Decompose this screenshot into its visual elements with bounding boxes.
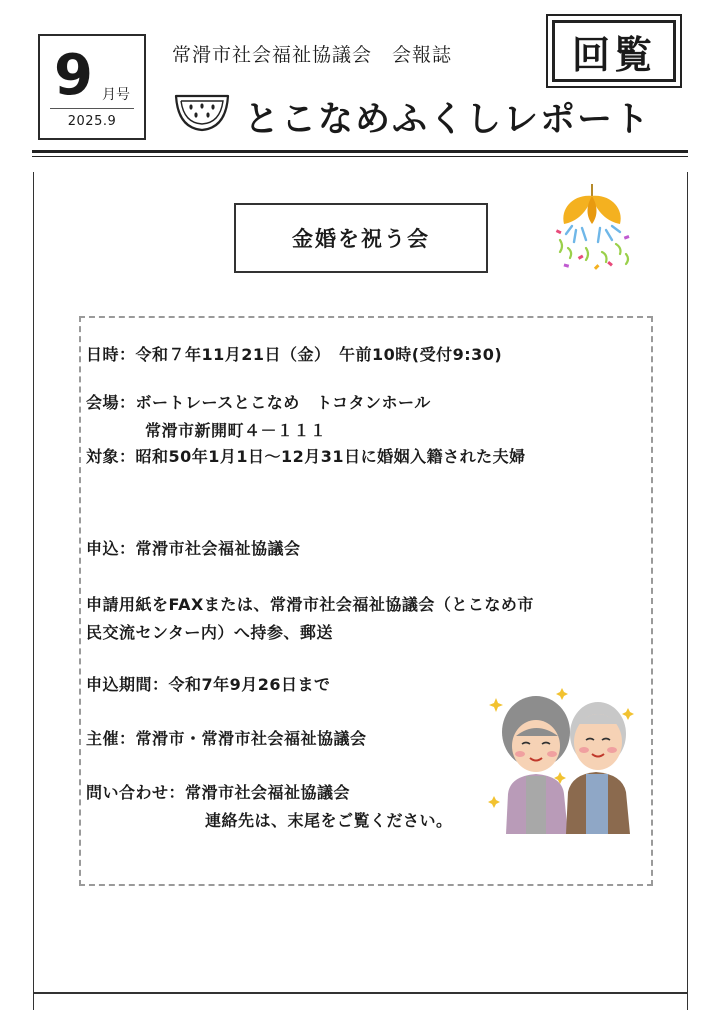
application-method-line2: 民交流センター内）へ持参、郵送: [86, 623, 333, 642]
event-venue: 会場：ボートレースとこなめ トコタンホール: [86, 393, 431, 412]
newsletter-title: とこなめふくしレポート: [244, 100, 652, 140]
issue-year: 2025.9: [67, 114, 117, 129]
circulation-stamp: [546, 14, 682, 88]
event-host: 主催：常滑市・常滑市社会福祉協議会: [86, 729, 367, 748]
event-target: 対象：昭和50年1月1日～12月31日に婚姻入籍された夫婦: [86, 447, 526, 466]
page-frame-bottom: [33, 992, 688, 994]
watermelon-icon: [174, 88, 230, 134]
month-suffix: 月号: [102, 87, 130, 103]
header-rule-thin: [32, 156, 688, 157]
month-divider: [50, 108, 134, 109]
circulation-stamp-text: 回覧: [552, 20, 676, 82]
header-rule-thick: [32, 150, 688, 153]
kusudama-icon: [546, 182, 638, 278]
application-period: 申込期間：令和7年9月26日まで: [86, 675, 331, 694]
event-venue-address: 常滑市新開町４－１１１: [145, 421, 327, 440]
contact-line2: 連絡先は、末尾をご覧ください。: [205, 811, 453, 830]
application-method-line1: 申請用紙をFAXまたは、常滑市社会福祉協議会（とこなめ市: [86, 595, 534, 614]
elderly-couple-illustration: [488, 684, 640, 834]
event-date: 日時：令和７年11月21日（金） 午前10時(受付9:30): [86, 345, 503, 364]
event-application: 申込：常滑市社会福祉協議会: [86, 539, 301, 558]
issue-month-badge: [38, 34, 146, 140]
month-number: 9: [54, 43, 93, 108]
contact-line1: 問い合わせ：常滑市社会福祉協議会: [86, 783, 351, 802]
event-title: 金婚を祝う会: [234, 203, 488, 273]
newsletter-subtitle: 常滑市社会福祉協議会 会報誌: [172, 44, 453, 66]
page-frame-left: [33, 172, 34, 1010]
page-frame-right: [687, 172, 688, 1010]
